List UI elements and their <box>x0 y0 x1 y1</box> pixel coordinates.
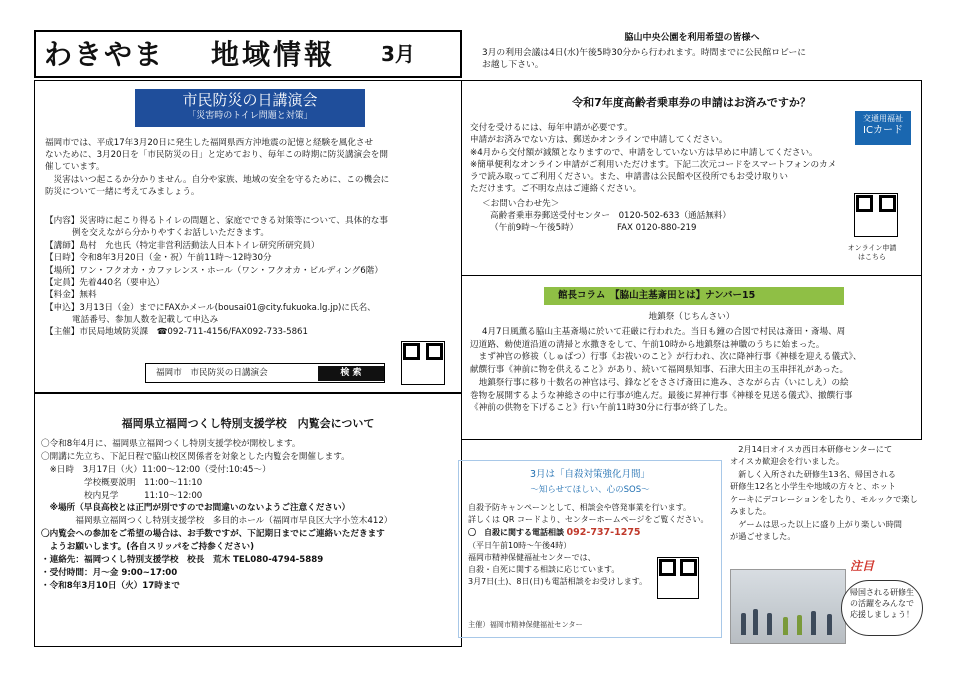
title-main: 地域情報 <box>211 38 336 71</box>
school-line: 〇令和8年4月に、福岡県立福岡つくし特別支援学校が開校します。 <box>41 439 301 449</box>
card-label: ICカード <box>863 125 903 136</box>
school-line: 学校概要説明 11:00～11:10 <box>41 477 203 488</box>
column-line: 《神前の供物を下げること》行い午前11時30分に行事が終了した。 <box>470 403 733 414</box>
elder-line: 高齢者乗車券郵送受付センター 0120-502-633（通話無料） <box>490 210 732 221</box>
disaster-lecture-subtitle: 「災害時のトイレ問題と対策」 <box>187 111 313 121</box>
school-line: ようお願いします。(各自スリッパをご持参ください) <box>41 542 255 553</box>
suicide-line: 3月7日(土)、8日(日)も電話相談をお受けします。 <box>468 577 648 587</box>
column-line: 辺道路、勅使道沿道の清掃と水撒きをして、午前10時から地鎮祭は神職のうちに始まった。 <box>470 339 825 350</box>
detail-line: 【定員】先着440名（要申込） <box>45 277 165 288</box>
elder-line: ※簡単便利なオンライン申請がご利用いただけます。下記二次元コードをスマートフォンのカメ <box>470 159 837 170</box>
bubble-line: の活躍をみんなで <box>850 599 914 609</box>
elder-line: ラで読み取ってご利用ください。また、申請書は公民館や区役所でもお受け取りい <box>470 172 788 183</box>
column-body <box>470 326 918 415</box>
elderly-pass-body <box>470 122 865 235</box>
park-notice-title: 脇山中央公園を利用希望の皆様へ <box>624 33 760 43</box>
detail-line: 電話番号、参加人数を記載して申込み <box>72 315 219 325</box>
intro-line: 防災について一緒に考えてみましょう。 <box>45 186 200 197</box>
search-keyword: 福岡市 市民防災の日講演会 <box>156 368 268 378</box>
school-line: 〇内覧会への参加をご希望の場合は、お手数ですが、下記期日までにご連絡いただきます <box>41 529 385 540</box>
disaster-intro <box>45 137 455 198</box>
elder-line: 交付を受けるには、毎年申請が必要です。 <box>470 123 633 133</box>
elderly-pass-section <box>462 80 922 276</box>
special-school-title: 福岡県立福岡つくし特別支援学校 内覧会について <box>121 417 375 430</box>
column-line: 献饌行事《神前に物を供えること》があり、続いて福岡県知事、石津大田主の玉串拝礼があった。 <box>470 365 849 376</box>
oisca-body <box>730 443 922 543</box>
school-line: 校内見学 11:10～12:00 <box>41 490 203 501</box>
park-notice-line: お越し下さい。 <box>482 60 544 71</box>
detail-line: 【日時】令和8年3月20日（金・祝）午前11時～12時30分 <box>45 253 272 264</box>
callout-label: 注目 <box>850 559 875 573</box>
disaster-qr-code[interactable] <box>401 341 445 385</box>
school-line: ※日時 3月17日（火）11:00～12:00（受付:10:45～） <box>41 464 271 475</box>
search-button[interactable]: 検 索 <box>318 366 384 381</box>
special-school-body <box>41 438 461 593</box>
qr-caption <box>832 244 912 262</box>
park-notice <box>462 30 922 78</box>
suicide-prevention-section <box>458 460 722 638</box>
intro-line: 災害はいつ起こるか分かりません。自分や家族、地域の安全を守るために、この機会に <box>45 174 390 185</box>
qr-caption-line: オンライン申請 <box>847 244 897 252</box>
park-notice-line: 3月の利用会議は4日(水)午後5時30分から行われます。時間までに公民館ロビーに <box>482 48 807 58</box>
title-kana: わきやま <box>44 38 165 71</box>
oisca-line: 研修生12名と小学生や地域の方々と、ホット <box>730 481 896 492</box>
elder-line: ＜お問い合わせ先＞ <box>482 198 560 209</box>
oisca-line: 2月14日オイスカ西日本研修センターにて <box>730 444 893 454</box>
disaster-details <box>45 215 445 339</box>
elder-line: ※4月から交付額が減額となりますので、申請をしていない方は早めに申請してください。 <box>470 147 818 158</box>
suicide-line: （平日午前10時～午後4時） <box>468 541 572 551</box>
detail-line: 【内容】災害時に起こり得るトイレの問題と、家庭でできる対策等について、具体的な事 <box>45 216 388 226</box>
detail-line: 【主催】市民局地域防災課 ☎092-711-4156/FAX092-733-5861 <box>45 327 308 338</box>
detail-line: 【場所】ワン・フクオカ・カファレンス・ホール（ワン・フクオカ・ビルディング6階） <box>45 265 383 276</box>
school-line: 福岡県立福岡つくし特別支援学校 多目的ホール（福岡市早良区大字小笠木412） <box>41 516 393 527</box>
suicide-prevention-subheading: ～知らせてほしい、心のSOS～ <box>530 485 650 495</box>
oisca-section <box>730 440 922 648</box>
disaster-lecture-section <box>34 80 462 393</box>
intro-line: 催しています。 <box>45 162 105 173</box>
school-line: 〇開講に先立ち、下記日程で脇山校区関係者を対象とした内覧会を開催します。 <box>41 451 350 462</box>
bubble-line: 帰国される研修生 <box>850 588 914 597</box>
suicide-line: 詳しくは QR コードより、センターホームページをご覧ください。 <box>468 515 709 524</box>
column-line: まず神官の修祓（しゅばつ）行事《お祓いのこと》が行われ、次に降神行事《神様を迎える儀式》、 <box>470 352 862 363</box>
school-line: ※場所（早良高校とは正門が別ですのでお間違いのないようご注意ください） <box>41 503 351 514</box>
suicide-line: 福岡市精神保健福祉センターでは、 <box>468 553 596 563</box>
park-notice-body <box>482 47 912 72</box>
school-line: ・令和8年3月10日（火）17時まで <box>41 580 181 591</box>
elderly-pass-qr-code[interactable] <box>854 193 898 237</box>
event-photo <box>730 569 846 644</box>
detail-line: 【料金】無料 <box>45 290 97 301</box>
elder-line: ただけます。ご不明な点はご連絡ください。 <box>470 184 642 195</box>
speech-bubble <box>841 580 923 636</box>
column-line: 地鎮祭行事に移り十数名の神官は弓、鋒などをささげ斎田に進み、さながら古（いにしえ）の絵 <box>470 377 849 388</box>
school-line: ・受付時間：月～金 9:00~17:00 <box>41 567 178 578</box>
bubble-line: 応援しましょう！ <box>850 610 914 620</box>
suicide-line: 自殺予防キャンペーンとして、相談会や啓発事業を行います。 <box>468 503 692 512</box>
phone-label: 〇 自殺に関する電話相談 <box>468 528 564 537</box>
phone-number[interactable]: 092-737-1275 <box>566 527 641 538</box>
oisca-line: ゲームは思った以上に盛り上がり楽しい時間 <box>730 518 902 529</box>
masthead <box>34 30 462 78</box>
detail-line: 【講師】島村 允也氏（特定非営利活動法人日本トイレ研究所研究員） <box>45 240 320 251</box>
oisca-line: みました。 <box>730 506 771 517</box>
detail-line: 【申込】3月13日（金）までにFAXかメール(bousai01@city.fukuoka.lg.jp)に氏名、 <box>45 302 376 313</box>
column-line: 4月7日風薫る脇山主基斎場に於いて荘厳に行われた。当日も鐘の合図で村民は斎田・斎場、周 <box>482 327 846 337</box>
special-school-section <box>34 393 462 647</box>
column-line: 巻物を展開するような神総さの中に行事が進んだ。最後に昇神行事《神様を見送る儀式》、撤饌行事 <box>470 390 853 401</box>
intro-line: 福岡市では、平成17年3月20日に発生した福岡県西方沖地震の記憶と経験を風化させ <box>45 138 374 148</box>
elder-line: （午前9時～午後5時） FAX 0120-880-219 <box>490 223 697 234</box>
suicide-qr-code[interactable] <box>657 557 699 599</box>
card-label: 交通用福祉 <box>863 114 903 123</box>
intro-line: ないために、3月20日を「市民防災の日」と定めており、毎年この時期に防災講演会を開 <box>45 150 388 161</box>
suicide-line: 自殺・自死に関する相談に応じています。 <box>468 565 620 575</box>
oisca-line: オイスカ歓迎会を行いました。 <box>730 456 845 467</box>
column-banner: 館長コラム 【脇山主基斎田とは】ナンバー15 <box>544 287 844 305</box>
director-column-section <box>462 276 922 440</box>
disaster-lecture-banner <box>135 89 365 127</box>
oisca-line: ケーキにデコレーションをしたり、モルックで楽し <box>730 493 918 504</box>
suicide-footer: 主催）福岡市精神保健福祉センター <box>468 620 583 629</box>
disaster-lecture-title: 市民防災の日講演会 <box>182 91 318 109</box>
column-subtitle: 地鎮祭（じちんさい） <box>648 312 735 322</box>
oisca-line: が過ごせました。 <box>730 531 796 542</box>
qr-caption-line: はこちら <box>858 253 886 261</box>
detail-line: 例を交えながら分かりやすくお話しいただきます。 <box>72 228 269 239</box>
search-bar[interactable] <box>145 363 385 383</box>
school-line: ・連絡先：福岡つくし特別支援学校 校長 荒木 TEL080-4794-5889 <box>41 555 324 566</box>
elder-line: 申請がお済みでない方は、郵送かオンラインで申請してください。 <box>470 135 728 146</box>
suicide-prevention-heading: 3月は「自殺対策強化月間」 <box>529 469 651 480</box>
month-label: 3月 <box>381 42 415 66</box>
oisca-line: 新しく入所された研修生13名、帰国される <box>730 468 896 479</box>
elderly-pass-title: 令和7年度高齢者乗車券の申請はお済みですか？ <box>572 96 811 109</box>
